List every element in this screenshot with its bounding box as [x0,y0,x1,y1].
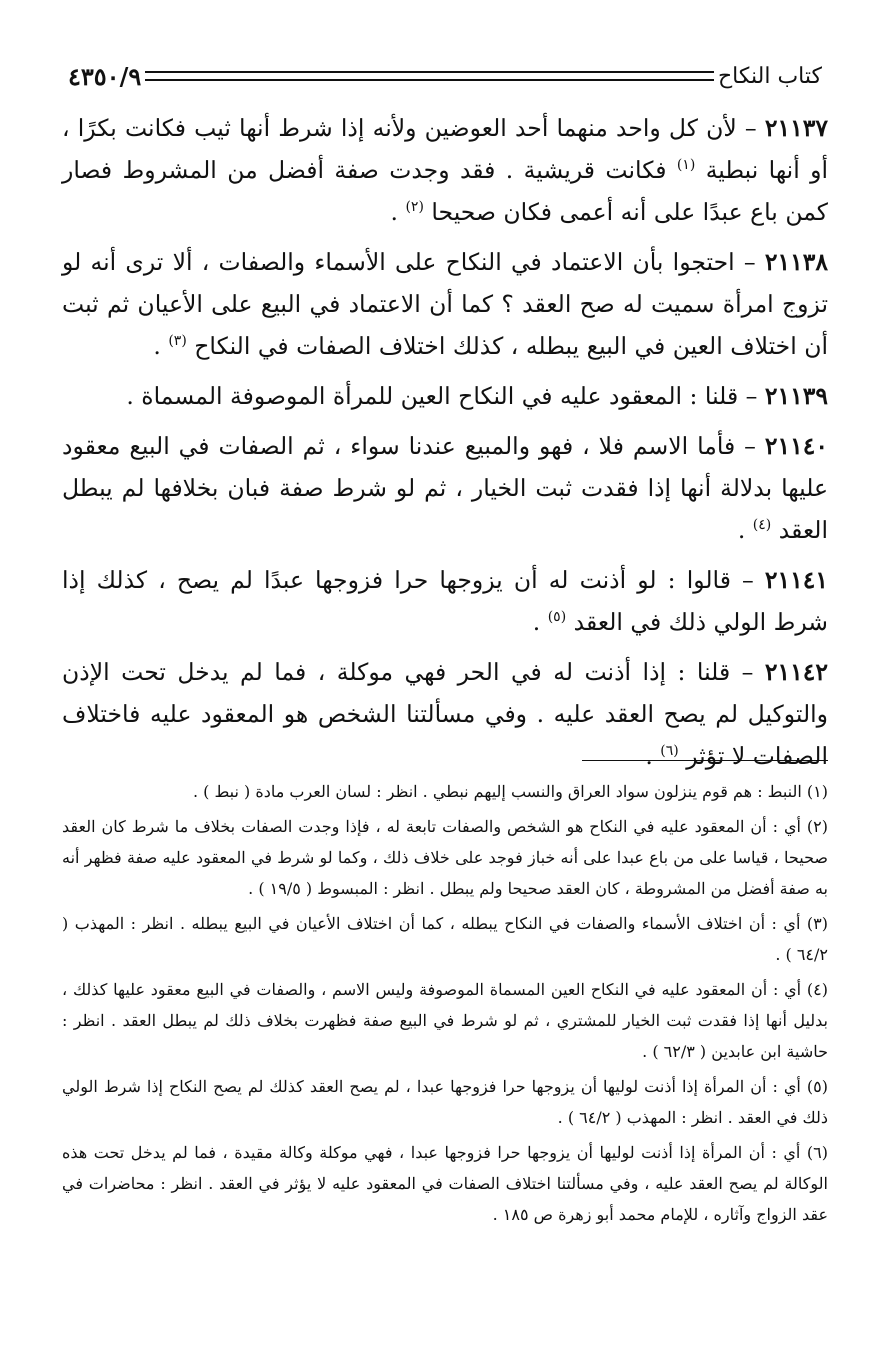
footnote-1: (١) النبط : هم قوم ينزلون سواد العراق والنسب إليهم نبطي . انظر : لسان العرب مادة ( نبط ) . [192,782,828,801]
running-header [62,56,828,96]
paragraph-text: – احتجوا بأن الاعتماد في النكاح على الأسماء والصفات ، ألا ترى أنه لو تزوج امرأة سميت له صح العقد ؟ كما أن الاعتماد في البيع على الأعيان ثم ثبت أن اختلاف العين في البيع يبطله ، كذلك اختلاف الصفات في النكاح [62,248,828,360]
paragraph-number: ٢١١٣٨ [764,248,828,276]
footnote-ref: (٦) [660,743,679,760]
footnote-ref: (٢) [405,199,424,216]
paragraph-21140 [62,425,828,551]
paragraph-text: – لأن كل واحد منهما أحد العوضين ولأنه إذا شرط أنها ثيب فكانت بكرًا ، أو أنها نبطية [62,114,829,184]
paragraph-number: ٢١١٤١ [764,566,828,594]
header-rule [145,71,714,81]
paragraph-21138 [62,241,828,367]
paragraph-21139 [62,375,828,417]
footnote-ref: (٤) [752,517,772,534]
paragraph-text: . [153,332,169,360]
paragraph-text: . [737,516,753,544]
footnote-separator [582,760,828,761]
paragraph-number: ٢١١٤٢ [764,658,828,686]
paragraph-21137 [62,107,828,233]
paragraph-text: . [390,198,406,226]
paragraph-number: ٢١١٤٠ [764,432,828,460]
paragraph-text: – قلنا : إذا أذنت له في الحر فهي موكلة ، فما لم يدخل تحت الإذن والتوكيل لم يصح العقد عليه . وفي مسألتنا الشخص هو المعقود عليه فاختلاف الصفات لا تؤثر [62,658,828,770]
main-text [62,107,828,785]
paragraph-text: – قلنا : المعقود عليه في النكاح العين للمرأة الموصوفة المسماة . [126,382,765,410]
footnote-4: (٤) أي : أن المعقود عليه في النكاح العين المسماة الموصوفة وليس الاسم ، والصفات في البيع معقود عليها كذلك ، بدليل أنها إذا فقدت ثبت الخيار للمشتري ، ثم لو شرط في البيع صفة فظهرت بخلاف ذلك لم يبطل العقد . انظر : حاشية ابن عابدين ( ٦٢/٣ ) . [62,980,828,1061]
paragraph-number: ٢١١٣٩ [764,382,828,410]
footnote-2: (٢) أي : أن المعقود عليه في النكاح هو الشخص والصفات تابعة له ، فإذا وجدت الصفات بخلاف ما شرط كان العقد صحيحا ، قياسا على من باع عبدا على أنه خباز فوجد على خلاف ذلك ، وكما لو شرط في المعقود عليه صفة فظهر أنه به صفة أفضل من المشروطة ، كان العقد صحيحا ولم يبطل . انظر : المبسوط ( ١٩/٥ ) . [62,817,828,898]
footnote-5: (٥) أي : أن المرأة إذا أذنت لوليها أن يزوجها حرا فزوجها عبدا ، لم يصح العقد كذلك لم يصح النكاح إذا شرط الولي ذلك في العقد . انظر : المهذب ( ٦٤/٢ ) . [62,1077,829,1127]
paragraph-text: . [532,608,548,636]
footnote-3: (٣) أي : أن اختلاف الأسماء والصفات في النكاح يبطله ، كما أن اختلاف الأعيان في البيع يبطله . انظر : المهذب ( ٦٤/٢ ) . [62,914,828,964]
paragraph-21141 [62,559,828,643]
footnotes [62,776,828,1234]
paragraph-text: – فأما الاسم فلا ، فهو والمبيع عندنا سواء ، ثم الصفات في البيع معقود عليها بدلالة أنها إذا فقدت ثبت الخيار ، ثم لو شرط صفة فبان بخلافها لم يبطل العقد [62,432,828,544]
page-number: ٤٣٥٠/٩ [68,61,142,91]
paragraph-number: ٢١١٣٧ [764,114,828,142]
paragraph-21142 [62,651,828,777]
paragraph-text: فكانت قريشية . فقد وجدت صفة أفضل من المشروط فصار كمن باع عبدًا على أنه أعمى فكان صحيحا [62,156,828,226]
footnote-6: (٦) أي : أن المرأة إذا أذنت لوليها أن يزوجها حرا فزوجها عبدا ، فهي موكلة وكالة مقيدة ، فما لم يدخل تحت هذه الوكالة لم يصح العقد عليه ، وفي مسألتنا اختلاف الصفات في المعقود عليه لا يؤثر في العقد . انظر : محاضرات في عقد الزواج وآثاره ، للإمام محمد أبو زهرة ص ١٨٥ . [62,1143,828,1224]
paragraph-text: . [645,742,661,770]
footnote-ref: (٥) [547,609,567,626]
footnote-ref: (١) [676,157,696,174]
book-title: كتاب النكاح [717,63,822,89]
paragraph-text: – قالوا : لو أذنت له أن يزوجها حرا فزوجها عبدًا لم يصح ، كذلك إذا شرط الولي ذلك في العقد [62,566,828,636]
book-page [62,44,828,1324]
footnote-ref: (٣) [168,333,187,350]
